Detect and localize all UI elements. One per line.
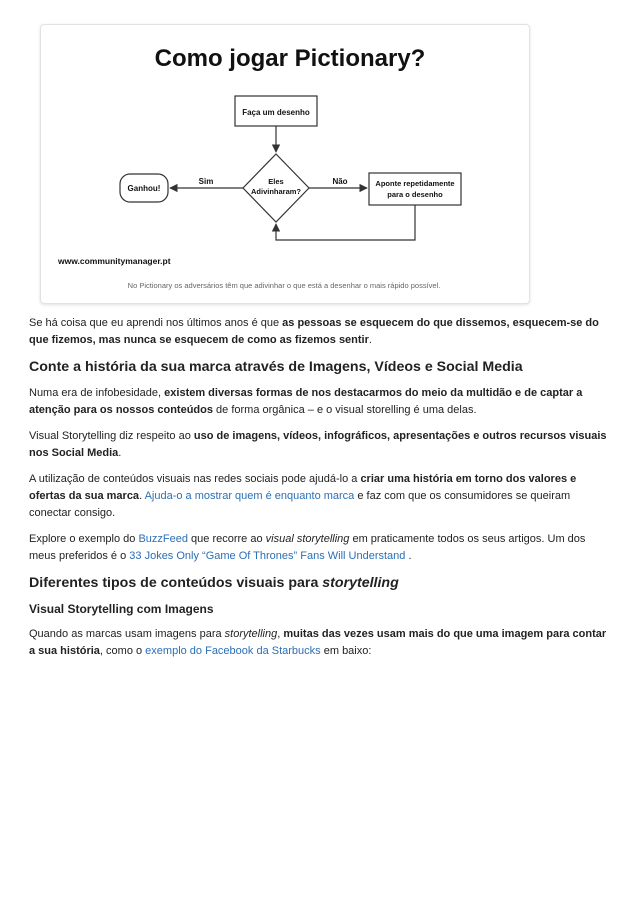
text: , (277, 628, 284, 640)
paragraph-buzzfeed (29, 531, 615, 565)
yes-label: Sim (198, 177, 214, 186)
italic-text: visual storytelling (265, 533, 350, 545)
subsection-heading-images: Visual Storytelling com Imagens (29, 602, 214, 616)
decision-line2: Adivinharam? (250, 187, 302, 196)
site-watermark: www.communitymanager.pt (58, 256, 171, 266)
text: Visual Storytelling diz respeito ao (29, 430, 194, 442)
decision-line1: Eles (268, 177, 284, 186)
text: , como o (99, 645, 146, 657)
section-heading-brand-story: Conte a história da sua marca através de Imagens, Vídeos e Social Media (29, 359, 523, 375)
bold-text: as pessoas se esquecem do que dissemos, esquecem-se do que fizemos, mas nunca se esquecem de como as fizemos sentir (29, 317, 599, 346)
text: . (405, 550, 412, 562)
no-label: Não (332, 177, 348, 186)
italic-text: storytelling (224, 628, 278, 640)
bold-text: uso de imagens, vídeos, infográficos, apresentações e outros recursos visuais nos Social Media (29, 430, 607, 459)
text: de forma orgânica – e o visual storelling é uma delas. (213, 404, 477, 416)
text: em baixo: (320, 645, 372, 657)
repeat-line1: Aponte repetidamente (375, 179, 455, 188)
text: A utilização de conteúdos visuais nas redes sociais pode ajudá-lo a (29, 473, 361, 485)
text: Numa era de infobesidade, (29, 387, 165, 399)
link-starbucks-facebook[interactable]: exemplo do Facebook da Starbucks (145, 645, 321, 657)
heading-text: Diferentes tipos de conteúdos visuais para (29, 575, 323, 591)
link-brand-identity[interactable]: Ajuda-o a mostrar quem é enquanto marca (144, 490, 355, 502)
paragraph-definition (29, 428, 615, 462)
paragraph-starbucks (29, 626, 615, 660)
text: em praticamente todos os seus artigos. Um dos meus preferidos é o (29, 533, 586, 562)
bold-text: muitas das vezes usam mais do que uma imagem para contar a sua história (29, 628, 607, 657)
article-body (29, 315, 615, 669)
text: que recorre ao (187, 533, 266, 545)
text: e faz com que os consumidores se queiram conectar consigo. (29, 490, 571, 519)
paragraph-visual-content (29, 471, 615, 522)
text: Quando as marcas usam imagens para (29, 628, 225, 640)
pictionary-flowchart (54, 32, 522, 273)
repeat-line2: para o desenho (387, 190, 443, 199)
link-game-of-thrones[interactable]: 33 Jokes Only “Game Of Thrones” Fans Will Understand (129, 550, 406, 562)
loop-back-arrow (276, 205, 415, 240)
text: Se há coisa que eu aprendi nos últimos anos é que (29, 317, 283, 329)
text: Explore o exemplo do (29, 533, 139, 545)
heading-italic: storytelling (322, 575, 399, 591)
text: . (368, 334, 372, 346)
paragraph-infobesity (29, 385, 615, 419)
draw-step-label: Faça um desenho (242, 108, 310, 117)
text: . (139, 490, 145, 502)
bold-text: criar uma história em torno dos valores e ofertas da sua marca (29, 473, 577, 502)
link-buzzfeed[interactable]: BuzzFeed (138, 533, 188, 545)
bold-text: existem diversas formas de nos destacarmos do meio da multidão e de captar a atenção para os nossos conteúdos (29, 387, 583, 416)
section-heading-visual-types (29, 574, 615, 592)
repeat-box (369, 173, 461, 205)
flowchart-title: Como jogar Pictionary? (154, 45, 426, 72)
figure-caption: No Pictionary os adversários têm que adivinhar o que está a desenhar o mais rápido possível. (127, 281, 441, 290)
paragraph-intro (29, 315, 615, 349)
text: . (118, 447, 122, 459)
win-label: Ganhou! (127, 184, 161, 193)
